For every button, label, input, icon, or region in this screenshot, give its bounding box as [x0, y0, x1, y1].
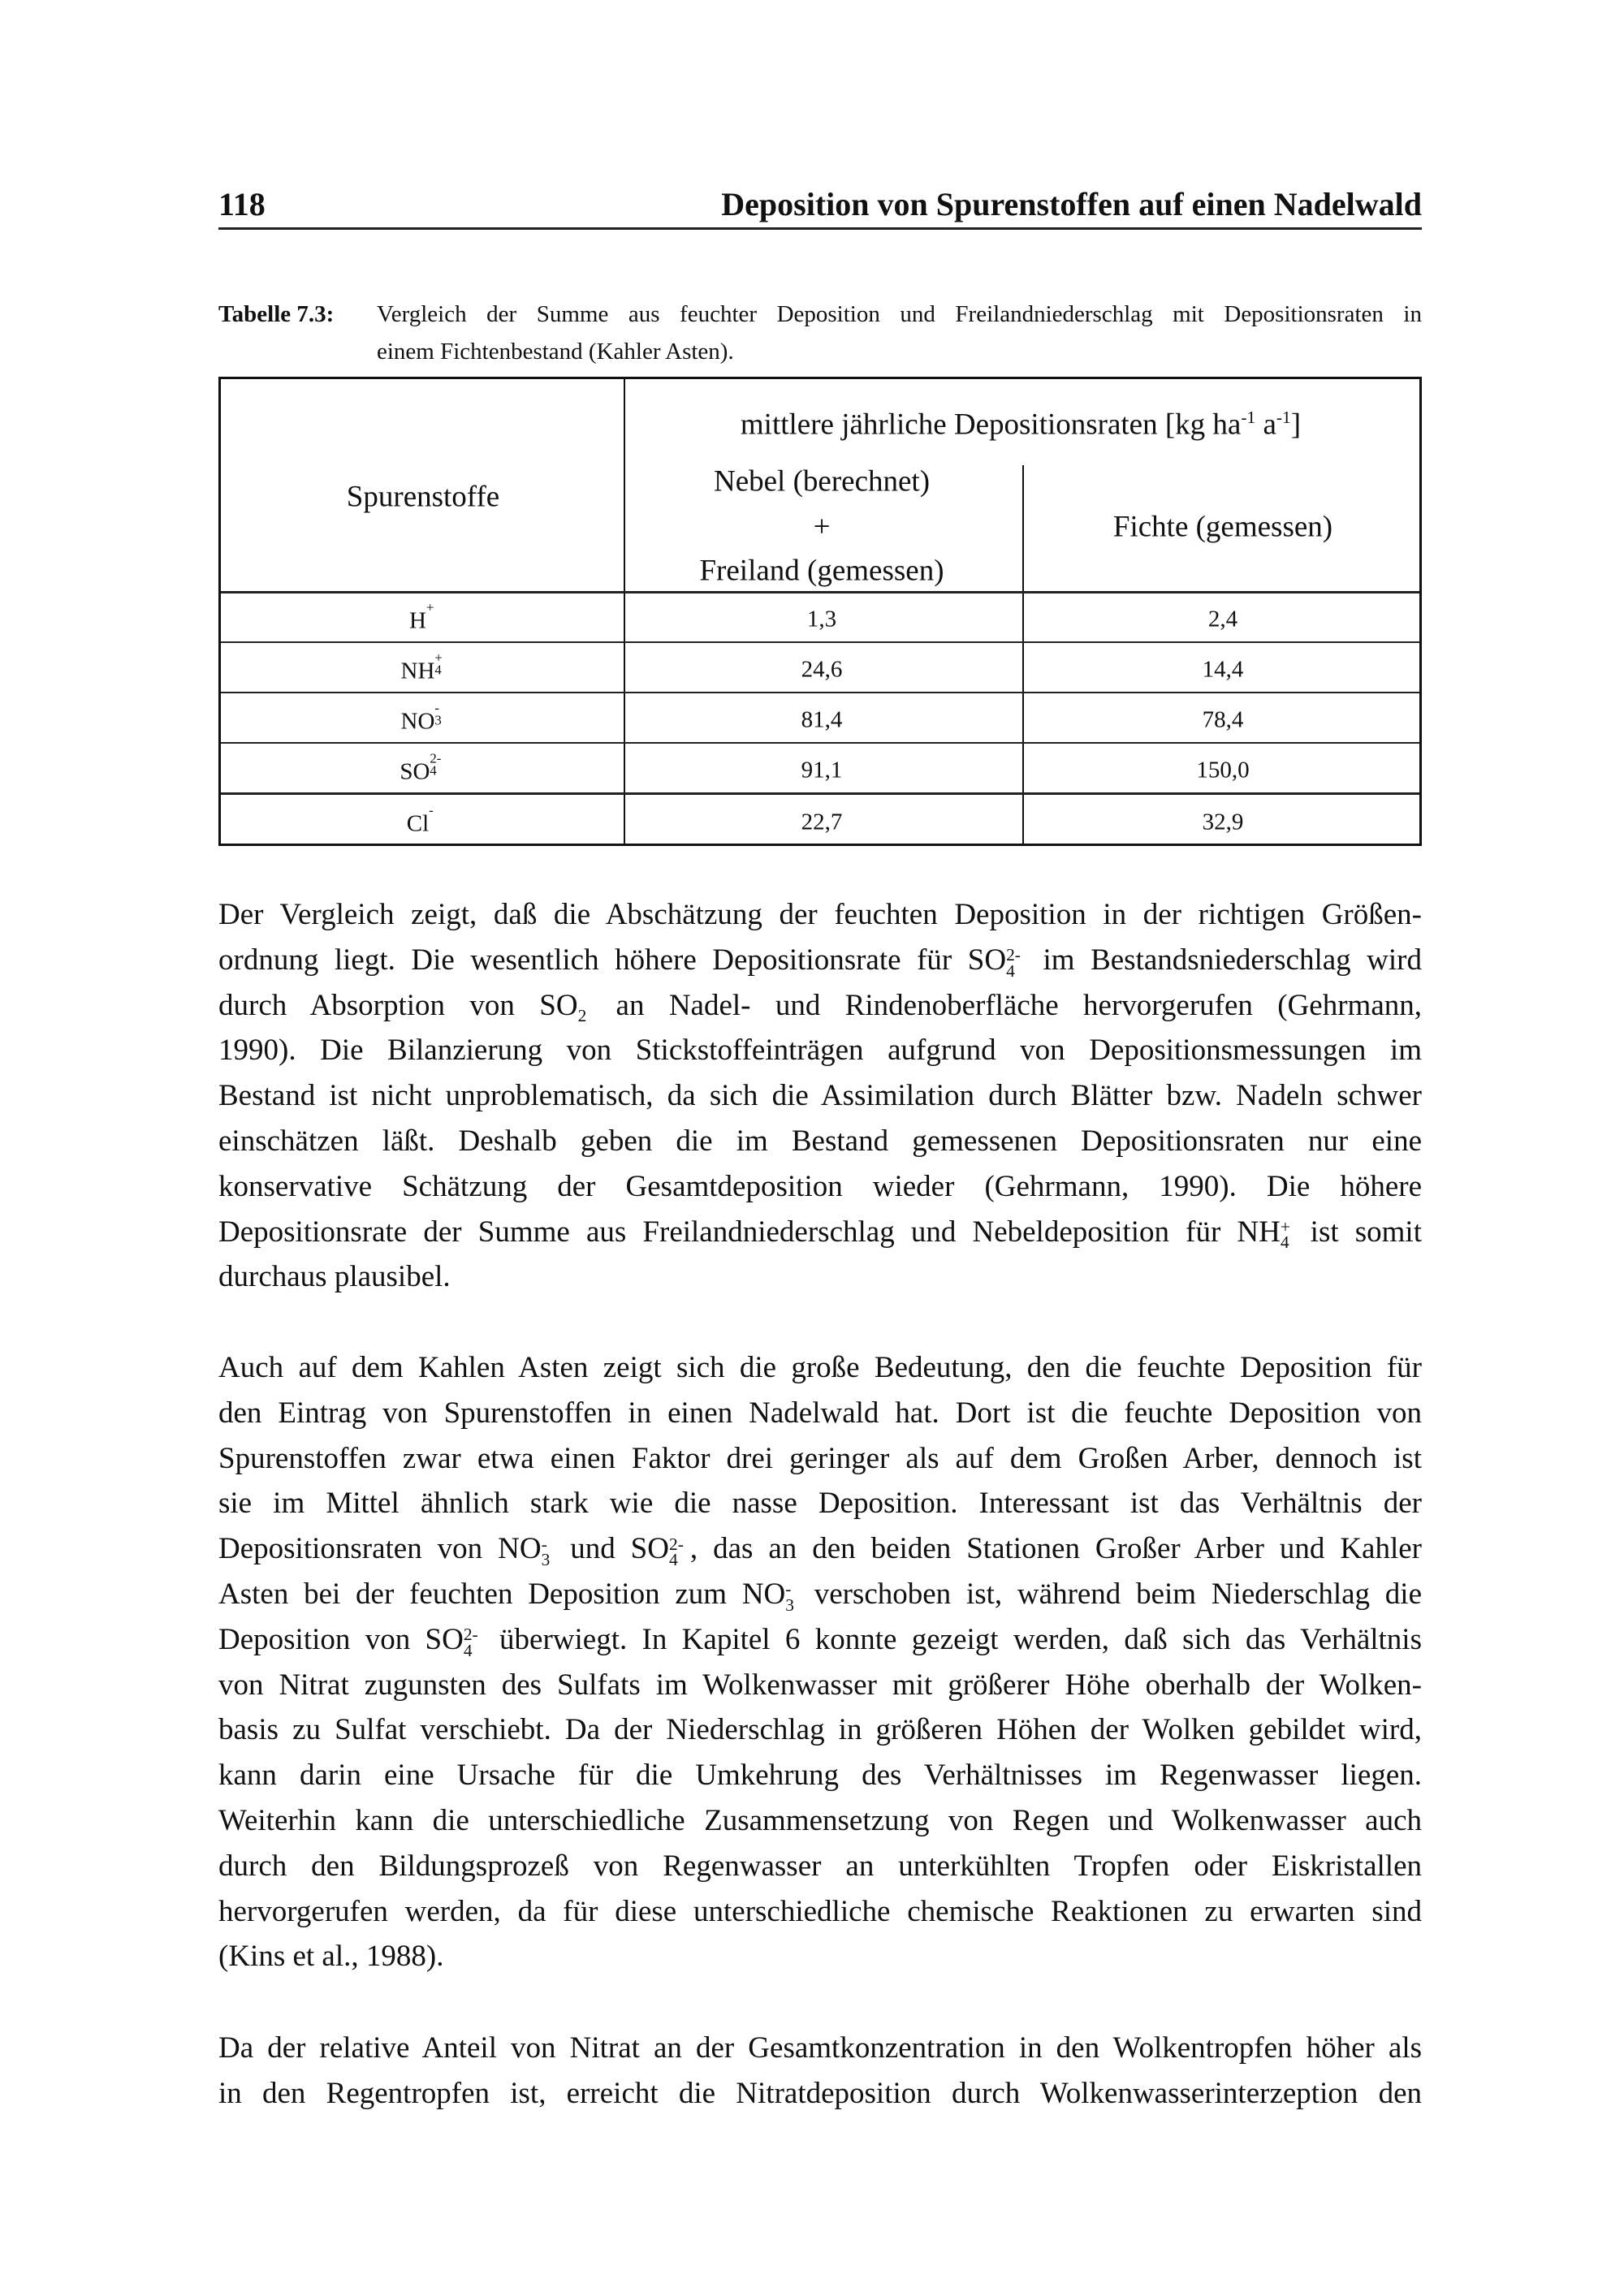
formula-subscript: 3 — [434, 712, 442, 728]
text-run: Weiterhin kann die unterschiedliche Zusammensetzung von Regen und Wolkenwasser auch — [218, 1803, 1422, 1837]
text-line — [218, 1934, 1422, 1979]
text-run: kann darin eine Ursache für die Umkehrung des Verhältnisses im Regenwasser liegen. — [218, 1759, 1422, 1793]
text-line — [218, 1481, 1422, 1526]
text-line — [218, 1391, 1422, 1436]
formula-subscript: 3 — [785, 1595, 795, 1615]
page-number: 118 — [218, 186, 266, 222]
text-run: ist somit — [1294, 1215, 1422, 1249]
caption-line: einem Fichtenbestand (Kahler Asten). — [377, 339, 734, 365]
formula-base: SO — [967, 943, 1007, 977]
cell-fichte: 2,4 — [1207, 606, 1238, 632]
formula-base: NH — [1237, 1215, 1281, 1249]
chemical-formula — [539, 983, 591, 1029]
formula-indices — [430, 750, 446, 779]
text-line — [218, 1572, 1422, 1617]
formula-charge: + — [425, 599, 434, 615]
row-divider — [221, 641, 1419, 643]
cell-nebel-freiland: 81,4 — [801, 706, 843, 733]
formula-charge: - — [785, 1579, 792, 1599]
text-line — [218, 1663, 1422, 1708]
formula-subscript: 4 — [1280, 1232, 1289, 1253]
cell-fichte: 150,0 — [1196, 757, 1250, 783]
text-line — [218, 1254, 1422, 1300]
chemical-formula — [1237, 1210, 1294, 1255]
formula-base: Cl — [406, 810, 430, 837]
cell-species — [400, 750, 446, 786]
text-run: den Eintrag von Spurenstoffen in einen Nadelwald hat. Dort ist die feuchte Deposition von — [218, 1396, 1422, 1430]
cell-species — [400, 700, 446, 736]
unit-exponent: -1 — [1241, 408, 1256, 428]
formula-indices — [463, 1619, 485, 1660]
text-line — [218, 1119, 1422, 1164]
text-run: im Bestandsniederschlag wird — [1026, 943, 1423, 977]
column-header-freiland: Freiland (gemessen) — [699, 554, 944, 588]
text-run: (Kins et al., 1988). — [218, 1940, 444, 1974]
text-run: Bestand ist nicht unproblematisch, da sich die Assimilation durch Blätter bzw. Nadeln schwer — [218, 1079, 1422, 1113]
caption-label: Tabelle 7.3: — [218, 301, 335, 327]
body-paragraph — [218, 892, 1422, 1300]
text-run: Depositionsrate der Summe aus Freilandniederschlag und Nebeldeposition für — [218, 1215, 1237, 1249]
cell-fichte: 78,4 — [1202, 706, 1244, 733]
formula-indices — [1280, 1211, 1294, 1253]
text-run: verschoben ist, während beim Niederschlag die — [798, 1577, 1422, 1611]
text-run: konservative Schätzung der Gesamtdeposition wieder (Gehrmann, 1990). Die höhere — [218, 1169, 1422, 1203]
formula-subscript: 4 — [1006, 960, 1015, 981]
chemical-formula — [406, 802, 439, 838]
chemical-formula — [400, 700, 446, 736]
text-line — [218, 1707, 1422, 1753]
formula-charge: 2- — [430, 750, 442, 766]
text-line — [218, 1210, 1422, 1255]
column-header-nebel: Nebel (berechnet) — [713, 464, 931, 498]
formula-subscript: 4 — [434, 662, 442, 678]
text-line — [218, 2071, 1422, 2117]
text-run: Depositionsraten von — [218, 1532, 499, 1566]
formula-subscript: 3 — [541, 1549, 551, 1569]
formula-indices — [668, 1528, 690, 1569]
text-run: überwiegt. In Kapitel 6 konnte gezeigt werden, daß sich das Verhältnis — [484, 1622, 1422, 1656]
formula-indices — [785, 1573, 799, 1615]
formula-indices — [434, 650, 445, 679]
deposition-table — [218, 377, 1422, 846]
text-run: Der Vergleich zeigt, daß die Abschätzung der feuchten Deposition in der richtigen Größen- — [218, 898, 1422, 931]
table-caption — [218, 296, 1422, 370]
row-divider — [221, 692, 1419, 693]
text-run: basis zu Sulfat verschiebt. Da der Niederschlag in größeren Höhen der Wolken gebildet wird, — [218, 1713, 1422, 1747]
formula-indices — [577, 985, 592, 1026]
formula-base: SO — [630, 1532, 669, 1566]
unit-exponent: -1 — [1276, 408, 1291, 428]
row-divider — [221, 742, 1419, 744]
group-header-text: mittlere jährliche Depositionsraten [kg ha — [740, 408, 1242, 442]
cell-fichte: 32,9 — [1202, 809, 1244, 835]
text-run: durch den Bildungsprozeß von Regenwasser an unterkühlten Tropfen oder Eiskristallen — [218, 1849, 1422, 1883]
formula-charge: - — [541, 1534, 547, 1554]
text-line — [218, 1889, 1422, 1935]
formula-charge: 2- — [1006, 945, 1021, 965]
formula-base: NO — [741, 1577, 786, 1611]
column-header-spurenstoffe: Spurenstoffe — [346, 480, 500, 514]
text-run: Spurenstoffen zwar etwa einen Faktor drei geringer als auf dem Großen Arber, dennoch ist — [218, 1441, 1422, 1475]
body-paragraph — [218, 2026, 1422, 2117]
chemical-formula — [400, 650, 446, 685]
text-line — [218, 892, 1422, 938]
text-line — [218, 1844, 1422, 1889]
formula-base: NO — [400, 708, 435, 735]
formula-base: SO — [539, 988, 578, 1022]
group-header-text: a — [1255, 408, 1276, 442]
text-line — [218, 1164, 1422, 1210]
body-paragraph — [218, 1345, 1422, 1979]
column-divider — [624, 379, 625, 844]
cell-species — [400, 650, 446, 685]
text-line — [218, 1028, 1422, 1073]
chemical-formula — [425, 1617, 485, 1663]
text-run: einschätzen läßt. Deshalb geben die im Bestand gemessenen Depositionsraten nur eine — [218, 1124, 1422, 1158]
column-header-fichte: Fichte (gemessen) — [1112, 510, 1333, 544]
formula-subscript: 4 — [668, 1549, 678, 1569]
formula-indices — [1006, 939, 1027, 981]
formula-charge: 2- — [463, 1625, 478, 1645]
formula-indices — [541, 1528, 555, 1569]
cell-nebel-freiland: 24,6 — [801, 656, 843, 683]
text-run: in den Regentropfen ist, erreicht die Nitratdeposition durch Wolkenwasserinterzeption den — [218, 2076, 1422, 2110]
group-header-depositionsraten — [741, 408, 1301, 442]
text-line — [218, 2026, 1422, 2071]
text-run: durchaus plausibel. — [218, 1260, 451, 1294]
header-divider — [221, 591, 1419, 593]
chemical-formula — [631, 1526, 690, 1572]
chemical-formula — [400, 750, 446, 786]
text-run: Auch auf dem Kahlen Asten zeigt sich die große Bedeutung, den die feuchte Deposition für — [218, 1351, 1422, 1384]
formula-charge: 2- — [668, 1534, 684, 1554]
formula-base: SO — [400, 758, 430, 785]
text-line — [218, 1073, 1422, 1119]
formula-base: H — [409, 607, 426, 634]
text-line — [218, 1345, 1422, 1391]
text-line — [218, 1753, 1422, 1798]
text-run: und — [555, 1532, 631, 1566]
text-run: von Nitrat zugunsten des Sulfats im Wolkenwasser mit größerer Höhe oberhalb der Wolken- — [218, 1668, 1422, 1702]
formula-charge: + — [1280, 1217, 1290, 1237]
cell-species — [406, 802, 439, 838]
text-run: an Nadel- und Rindenoberfläche hervorgerufen (Gehrmann, — [591, 988, 1422, 1022]
text-run: ordnung liegt. Die wesentlich höhere Depositionsrate für — [218, 943, 968, 977]
cell-nebel-freiland: 91,1 — [801, 757, 843, 783]
text-run: , das an den beiden Stationen Großer Arber und Kahler — [689, 1532, 1423, 1566]
chemical-formula — [409, 599, 437, 635]
column-divider — [1022, 465, 1024, 844]
text-line — [218, 1526, 1422, 1572]
header-rule — [218, 227, 1422, 230]
formula-subscript: 4 — [430, 762, 437, 779]
formula-base: NO — [498, 1532, 542, 1566]
caption-line: Vergleich der Summe aus feuchter Deposition und Freilandniederschlag mit Depositionsraten in — [377, 301, 1422, 327]
formula-indices — [425, 599, 437, 628]
text-run: 1990). Die Bilanzierung von Stickstoffeinträgen aufgrund von Depositionsmessungen im — [218, 1034, 1422, 1068]
formula-indices — [429, 802, 439, 831]
text-line — [218, 1617, 1422, 1663]
chemical-formula — [968, 938, 1027, 983]
cell-species — [409, 599, 437, 635]
formula-subscript: 2 — [577, 1006, 587, 1026]
text-line — [218, 938, 1422, 983]
formula-charge: - — [434, 700, 440, 716]
text-run: sie im Mittel ähnlich stark wie die nasse Deposition. Interessant ist das Verhältnis der — [218, 1487, 1422, 1521]
formula-base: SO — [425, 1622, 464, 1656]
formula-base: NH — [400, 658, 435, 684]
formula-charge: - — [429, 802, 434, 818]
chemical-formula — [498, 1526, 555, 1572]
text-run: hervorgerufen werden, da für diese unterschiedliche chemische Reaktionen zu erwarten sind — [218, 1894, 1422, 1928]
cell-fichte: 14,4 — [1202, 656, 1244, 683]
group-header-text: ] — [1290, 408, 1302, 442]
row-divider — [221, 792, 1419, 795]
formula-charge: + — [434, 650, 443, 666]
cell-nebel-freiland: 1,3 — [806, 606, 837, 632]
text-line — [218, 1798, 1422, 1844]
text-run: Deposition von — [218, 1622, 425, 1656]
text-line — [218, 1436, 1422, 1482]
chemical-formula — [742, 1572, 799, 1617]
text-run: Asten bei der feuchten Deposition zum — [218, 1577, 742, 1611]
cell-nebel-freiland: 22,7 — [801, 809, 843, 835]
text-run: durch Absorption von — [218, 988, 540, 1022]
running-header-title: Deposition von Spurenstoffen auf einen Nadelwald — [721, 186, 1422, 222]
formula-subscript: 4 — [463, 1640, 473, 1660]
formula-indices — [434, 700, 445, 729]
text-line — [218, 983, 1422, 1029]
column-header-plus: + — [813, 510, 831, 544]
text-run: Da der relative Anteil von Nitrat an der Gesamtkonzentration in den Wolkentropfen höher als — [218, 2031, 1422, 2065]
